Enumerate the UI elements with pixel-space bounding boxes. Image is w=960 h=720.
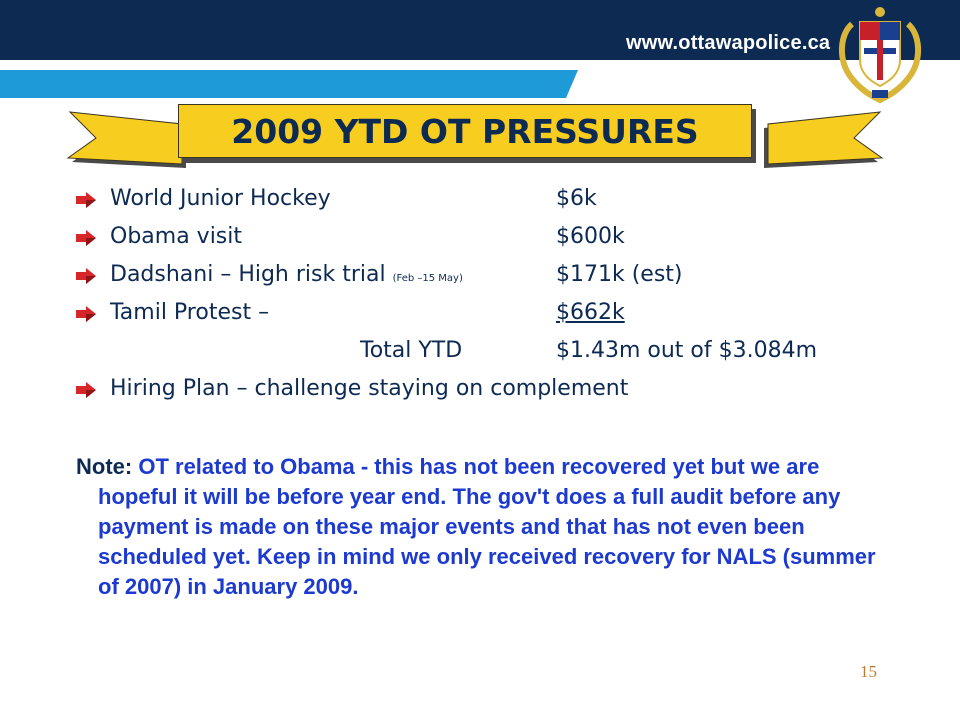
title-banner [178, 104, 752, 158]
arrow-bullet-icon [76, 382, 96, 398]
list-item [76, 182, 916, 220]
note-paragraph [76, 452, 898, 602]
website-url: www.ottawapolice.ca [626, 32, 831, 54]
item-label: World Junior Hockey [110, 186, 331, 211]
arrow-bullet-icon [76, 268, 96, 284]
arrow-bullet-icon [76, 230, 96, 246]
list-item [76, 258, 916, 296]
header-accent-stripe [0, 70, 960, 98]
ottawa-police-crest-logo [830, 4, 930, 104]
item-label-date-range: (Feb –15 May) [392, 273, 463, 284]
arrow-bullet-icon [76, 192, 96, 208]
item-label-text: Dadshani – High risk trial [110, 262, 386, 287]
slide-title: 2009 YTD OT PRESSURES [231, 111, 699, 151]
item-value: $6k [556, 186, 597, 211]
bullet-list [76, 182, 916, 410]
total-value: $1.43m out of $3.084m [556, 338, 818, 363]
item-label: Hiring Plan – challenge staying on complement [110, 376, 629, 401]
arrow-bullet-icon [76, 306, 96, 322]
item-label [110, 262, 463, 287]
page-number: 15 [860, 662, 877, 681]
note-label: Note: [76, 454, 133, 479]
item-value: $662k [556, 300, 625, 325]
list-item [76, 372, 916, 410]
list-item [76, 296, 916, 334]
total-row [76, 334, 916, 372]
item-value: $171k (est) [556, 262, 683, 287]
item-label: Obama visit [110, 224, 242, 249]
total-label: Total YTD [360, 338, 463, 363]
list-item [76, 220, 916, 258]
note-text: OT related to Obama - this has not been recovered yet but we are hopeful it will be before year end. The gov't does a full audit before any payment is made on these major events and that has not even been scheduled yet. Keep in mind we only received recovery for NALS (summer of 2007) in January 2009. [98, 454, 876, 599]
item-value: $600k [556, 224, 625, 249]
item-label: Tamil Protest – [110, 300, 270, 325]
